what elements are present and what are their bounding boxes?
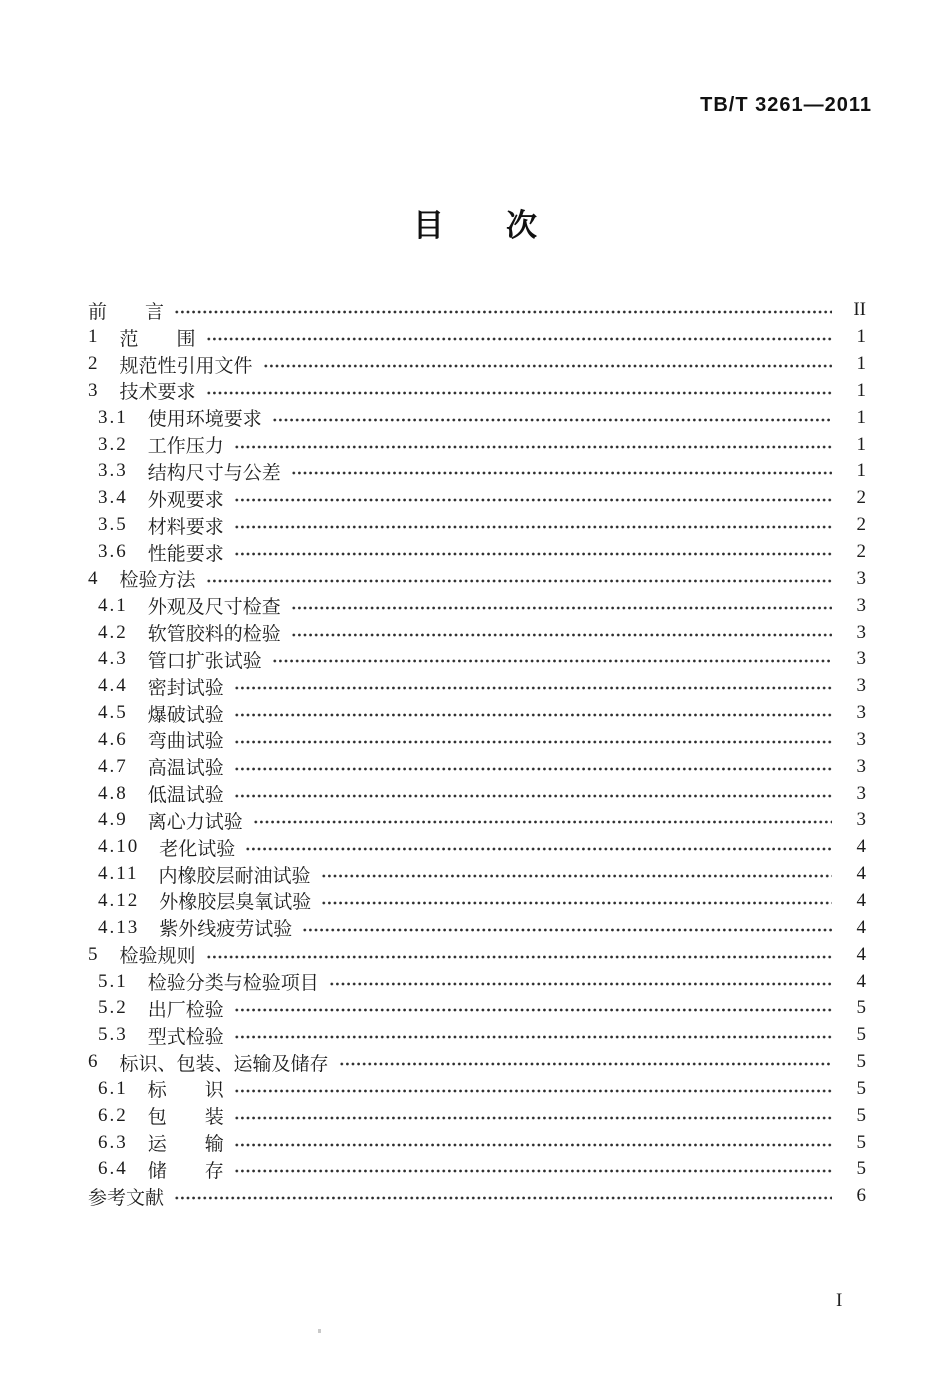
toc-entry-label: 前 言: [88, 301, 165, 323]
toc-dot-leader: [234, 444, 832, 450]
toc-entry-label: 运 输: [147, 1134, 224, 1156]
toc-entry: [88, 646, 866, 673]
toc-entry: [88, 753, 866, 780]
toc-entry-label: 参考文献: [88, 1187, 165, 1209]
toc-entry-number: 6: [88, 1051, 100, 1073]
toc-entry-page: 2: [856, 487, 866, 509]
toc-dot-leader: [234, 1142, 832, 1148]
toc-entry: [88, 404, 866, 431]
toc-entry-page: 3: [856, 567, 866, 589]
toc-entry-label: 工作压力: [147, 436, 224, 458]
toc-dot-leader: [263, 363, 832, 369]
toc-entry-page: 5: [856, 1024, 866, 1046]
toc-entry-page: 5: [856, 1158, 866, 1180]
toc-entry: [88, 619, 866, 646]
toc-entry: [88, 914, 866, 941]
toc-entry-number: 3.3: [98, 460, 128, 482]
toc-entry-page: 5: [856, 1077, 866, 1099]
toc-entry-page: 1: [856, 460, 866, 482]
toc-entry: [88, 485, 866, 512]
toc-entry-number: 3.5: [98, 514, 128, 536]
toc-entry-label: 标识、包装、运输及储存: [119, 1053, 329, 1075]
toc-dot-leader: [234, 497, 832, 503]
toc-entry: [88, 565, 866, 592]
toc-entry-number: 5: [88, 943, 100, 965]
toc-entry-label: 外橡胶层臭氧试验: [159, 892, 312, 914]
toc-entry-page: 1: [856, 326, 866, 348]
toc-entry-number: 4.8: [98, 782, 128, 804]
toc-entry: [88, 378, 866, 405]
toc-dot-leader: [234, 1007, 832, 1013]
toc-dot-leader: [234, 685, 832, 691]
toc-entry: [88, 861, 866, 888]
toc-dot-leader: [234, 712, 832, 718]
toc-entry: [88, 888, 866, 915]
toc-entry-number: 4.13: [98, 916, 140, 938]
toc-dot-leader: [234, 739, 832, 745]
toc-entry-page: 2: [856, 541, 866, 563]
toc-entry-label: 软管胶料的检验: [147, 624, 281, 646]
toc-dot-leader: [321, 873, 832, 879]
toc-dot-leader: [234, 766, 832, 772]
toc-entry-number: 4: [88, 567, 100, 589]
toc-entry-number: 1: [88, 326, 100, 348]
toc-entry-label: 爆破试验: [147, 704, 224, 726]
toc-dot-leader: [291, 605, 832, 611]
toc-dot-leader: [245, 846, 832, 852]
toc-entry-label: 储 存: [147, 1160, 224, 1182]
toc-entry-label: 密封试验: [147, 677, 224, 699]
toc-dot-leader: [253, 819, 832, 825]
toc-entry-page: 3: [856, 728, 866, 750]
toc-dot-leader: [291, 470, 832, 476]
toc-entry-label: 技术要求: [119, 382, 196, 404]
toc-entry-page: 6: [856, 1185, 866, 1207]
toc-dot-leader: [234, 1168, 832, 1174]
toc-entry-label: 高温试验: [147, 758, 224, 780]
toc-entry-label: 型式检验: [147, 1026, 224, 1048]
toc-dot-leader: [321, 900, 832, 906]
toc-entry: [88, 351, 866, 378]
toc-entry-page: 4: [856, 889, 866, 911]
toc-entry-label: 检验规则: [119, 946, 196, 968]
toc-entry: [88, 995, 866, 1022]
footer-page-number: I: [836, 1290, 843, 1311]
toc-dot-leader: [272, 417, 832, 423]
toc-entry-label: 老化试验: [159, 838, 236, 860]
toc-dot-leader: [234, 1088, 832, 1094]
toc-entry: [88, 539, 866, 566]
toc-entry: [88, 1075, 866, 1102]
toc-entry-page: 5: [856, 1051, 866, 1073]
toc-entry: [88, 727, 866, 754]
toc-entry: [88, 431, 866, 458]
toc-dot-leader: [339, 1061, 832, 1067]
toc-entry-number: 4.12: [98, 889, 140, 911]
toc-entry: [88, 324, 866, 351]
toc-entry: [88, 700, 866, 727]
toc-dot-leader: [234, 793, 832, 799]
toc-entry-page: 3: [856, 809, 866, 831]
toc-entry-page: 3: [856, 782, 866, 804]
toc-entry-label: 规范性引用文件: [119, 355, 253, 377]
toc-entry-page: 4: [856, 943, 866, 965]
toc-entry-page: 4: [856, 916, 866, 938]
toc-entry-label: 紫外线疲劳试验: [159, 919, 293, 941]
standard-number: TB/T 3261—2011: [700, 94, 872, 116]
toc-entry-label: 外观要求: [147, 489, 224, 511]
toc-entry-page: 5: [856, 1131, 866, 1153]
toc-entry: [88, 458, 866, 485]
toc-entry-number: 2: [88, 353, 100, 375]
toc-dot-leader: [206, 336, 832, 342]
toc-entry: [88, 1102, 866, 1129]
toc-entry-page: 4: [856, 836, 866, 858]
toc-dot-leader: [272, 658, 832, 664]
toc-entry-page: II: [853, 299, 866, 321]
toc-entry-label: 性能要求: [147, 543, 224, 565]
toc-entry-page: 1: [856, 433, 866, 455]
toc-entry-label: 低温试验: [147, 785, 224, 807]
toc-entry-page: 3: [856, 755, 866, 777]
scan-artifact-dot: [318, 1329, 321, 1333]
toc-entry: [88, 807, 866, 834]
toc-dot-leader: [206, 954, 832, 960]
toc-entry: [88, 1022, 866, 1049]
toc-entry-label: 管口扩张试验: [147, 650, 262, 672]
toc-entry-label: 包 装: [147, 1107, 224, 1129]
toc-entry-number: 3: [88, 379, 100, 401]
toc-entry-number: 5.1: [98, 970, 128, 992]
toc-entry: [88, 1129, 866, 1156]
toc-entry: [88, 673, 866, 700]
toc-dot-leader: [234, 524, 832, 530]
toc-entry-page: 3: [856, 675, 866, 697]
toc-entry-number: 3.4: [98, 487, 128, 509]
toc-dot-leader: [329, 981, 832, 987]
toc-entry-number: 6.4: [98, 1158, 128, 1180]
toc-entry-number: 4.3: [98, 648, 128, 670]
toc-entry-number: 4.1: [98, 594, 128, 616]
toc-entry: [88, 1049, 866, 1076]
toc-entry: [88, 592, 866, 619]
toc-dot-leader: [302, 927, 832, 933]
toc-entry-label: 使用环境要求: [147, 409, 262, 431]
page-title: 目 次: [413, 208, 537, 243]
toc-entry-label: 材料要求: [147, 516, 224, 538]
toc-dot-leader: [234, 1115, 832, 1121]
toc-dot-leader: [291, 632, 832, 638]
toc-entry-label: 出厂检验: [147, 999, 224, 1021]
toc-entry-page: 1: [856, 379, 866, 401]
toc-entry-page: 2: [856, 514, 866, 536]
toc-entry-label: 检验方法: [119, 570, 196, 592]
toc-entry-label: 检验分类与检验项目: [147, 973, 319, 995]
toc-dot-leader: [206, 578, 832, 584]
toc-entry-page: 3: [856, 702, 866, 724]
toc-entry-label: 外观及尺寸检查: [147, 597, 281, 619]
toc-entry-label: 结构尺寸与公差: [147, 462, 281, 484]
toc-entry-page: 4: [856, 863, 866, 885]
toc-entry: [88, 780, 866, 807]
toc-entry-page: 3: [856, 594, 866, 616]
toc-entry-number: 3.1: [98, 406, 128, 428]
toc-entry-number: 6.3: [98, 1131, 128, 1153]
toc-entry: [88, 297, 866, 324]
toc-entry: [88, 1156, 866, 1183]
toc-entry-page: 1: [856, 353, 866, 375]
toc-entry: [88, 834, 866, 861]
toc-entry-number: 4.7: [98, 755, 128, 777]
toc-entry-page: 3: [856, 621, 866, 643]
toc-entry-number: 3.6: [98, 541, 128, 563]
toc-entry-label: 内橡胶层耐油试验: [158, 865, 311, 887]
toc-entry-label: 范 围: [119, 328, 196, 350]
toc-dot-leader: [234, 551, 832, 557]
toc-entry-number: 3.2: [98, 433, 128, 455]
toc-dot-leader: [174, 1195, 832, 1201]
toc-entry-number: 4.6: [98, 728, 128, 750]
toc-dot-leader: [174, 309, 832, 315]
toc-entry: [88, 512, 866, 539]
toc-entry-number: 4.10: [98, 836, 140, 858]
toc-entry: [88, 968, 866, 995]
toc-entry-label: 标 识: [147, 1080, 224, 1102]
toc-entry-number: 4.2: [98, 621, 128, 643]
toc-entry-page: 1: [856, 406, 866, 428]
toc-entry-number: 6.2: [98, 1104, 128, 1126]
toc-entry-number: 4.4: [98, 675, 128, 697]
toc-entry-page: 3: [856, 648, 866, 670]
toc-entry-number: 4.9: [98, 809, 128, 831]
toc-list: [88, 297, 866, 1210]
toc-entry-number: 6.1: [98, 1077, 128, 1099]
toc-entry: [88, 1183, 866, 1210]
toc-entry-label: 离心力试验: [147, 811, 243, 833]
toc-entry-number: 4.5: [98, 702, 128, 724]
toc-entry-label: 弯曲试验: [147, 731, 224, 753]
toc-entry-page: 5: [856, 997, 866, 1019]
toc-dot-leader: [206, 390, 832, 396]
toc-entry-number: 4.11: [98, 863, 139, 885]
toc-entry-page: 4: [856, 970, 866, 992]
toc-entry: [88, 941, 866, 968]
toc-entry-number: 5.3: [98, 1024, 128, 1046]
toc-dot-leader: [234, 1034, 832, 1040]
toc-entry-number: 5.2: [98, 997, 128, 1019]
toc-entry-page: 5: [856, 1104, 866, 1126]
